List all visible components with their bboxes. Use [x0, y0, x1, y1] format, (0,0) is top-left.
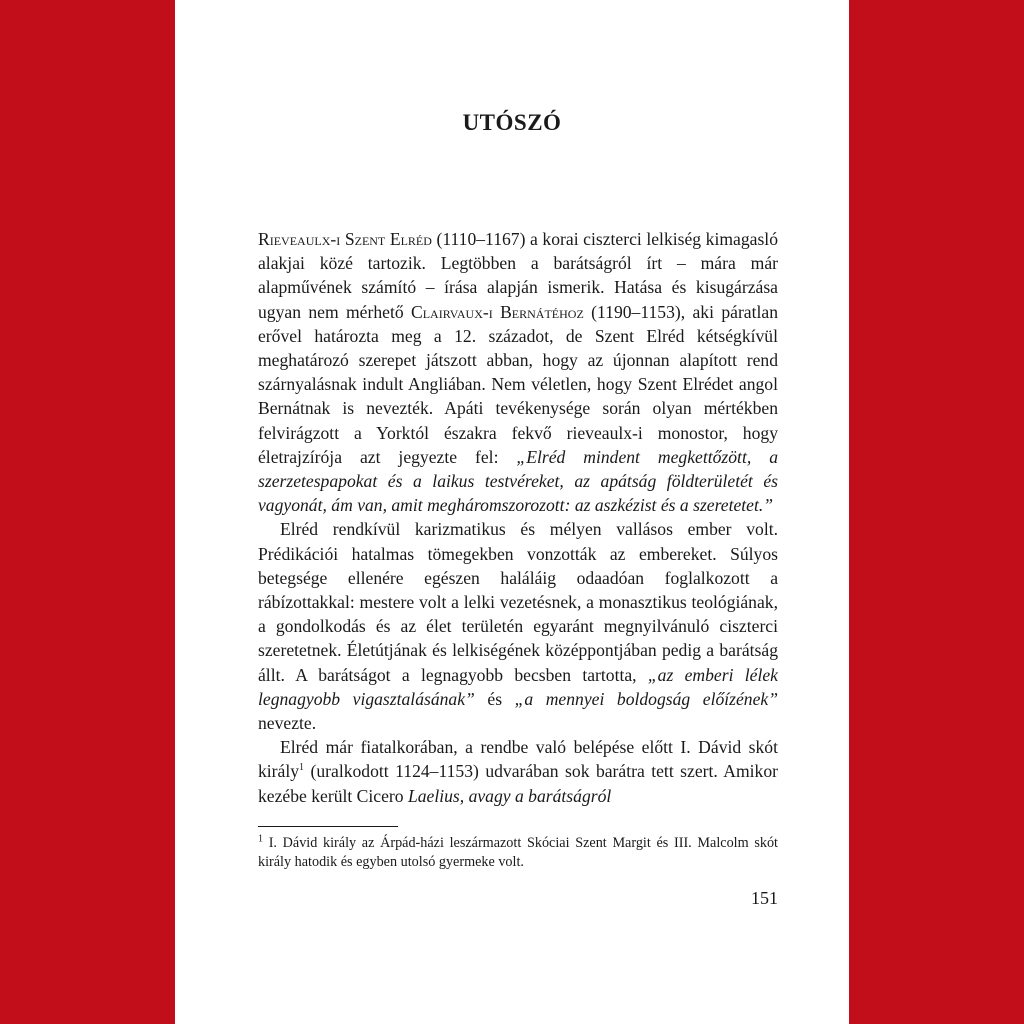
book-page	[175, 0, 849, 1024]
friendship-quote-2: „a mennyei boldogság előízének”	[514, 688, 778, 709]
footnote-divider	[258, 826, 398, 827]
page-number: 151	[751, 888, 778, 908]
friendship-quote-1: „az emberi lélek legnagyobb vigasztalásának”	[258, 664, 778, 709]
paragraph-2-text-a: Elréd rendkívül karizmatikus és mélyen vallásos ember volt. Prédikációi hatalmas tömegekben vonzották az embereket. Súlyos betegsége ellenére egészen haláláig odaadóan foglalkozott a rábízottakkal: mestere volt a lelki vezetésnek, a monasztikus teológiának, a gondolkodás és az élet területén egyaránt megnyilvánuló ciszterci szeretetnek. Életútjának és lelkiségének középpontjában pedig a barátság állt. A barátságot a legnagyobb becsben tartotta,	[258, 519, 778, 685]
footnote-number: 1	[258, 833, 263, 845]
biographer-quote: „Elréd mindent megkettőzött, a szerzetespapokat és a laikus testvéreket, az apátság földterületét és vagyonát, ám van, amit megháromszorozott: az aszkézist és a szeretetet.”	[258, 446, 778, 516]
book-title-laelius: Laelius, avagy a barátságról	[407, 785, 612, 806]
paragraph-2-text-c: nevezte.	[258, 713, 317, 734]
footnote-reference[interactable]: 1	[299, 762, 305, 774]
paragraph-1-text-a: (1110–1167) a korai ciszterci lelkiség kimagasló alakjai közé tartozik. Legtöbben a barátságról írt – mára már alapművének számító – írása alapján ismerik. Hatása és kisugárzása ugyan nem mérhető	[258, 229, 778, 322]
author-name-bernat: Clairvaux-i Bernátéhoz	[410, 301, 584, 322]
paragraph-2-text-b: és	[474, 688, 515, 709]
author-name-elred: Rieveaulx-i Szent Elréd	[258, 229, 432, 249]
footnote-text: I. Dávid király az Árpád-házi leszármazott Skóciai Szent Margit és III. Malcolm skót király hatodik és egyben utolsó gyermeke volt.	[258, 835, 778, 870]
paragraph-2	[258, 517, 778, 735]
paragraph-1-text-b: (1190–1153), aki páratlan erővel határozta meg a 12. századot, de Szent Elréd kétségkívül meghatározó szerepet játszott abban, hogy az újonnan alapított rend szárnyalásnak indult Angliában. Nem véletlen, hogy Szent Elrédet angol Bernátnak is nevezték. Apáti tevékenysége során olyan mértékben felvirágzott a Yorktól északra fekvő rieveaulx-i monostor, hogy életrajzírója azt jegyezte fel:	[258, 301, 778, 467]
paragraph-3-text-a: Elréd már fiatalkorában, a rendbe való belépése előtt I. Dávid skót király	[258, 737, 778, 782]
paragraph-3	[258, 735, 778, 808]
paragraph-3-text-b: (uralkodott 1124–1153) udvarában sok barátra tett szert. Amikor kezébe került Cicero	[258, 761, 778, 806]
footnote	[258, 834, 778, 872]
body-text	[258, 227, 778, 808]
chapter-title: UTÓSZÓ	[462, 110, 562, 135]
paragraph-1	[258, 227, 778, 517]
